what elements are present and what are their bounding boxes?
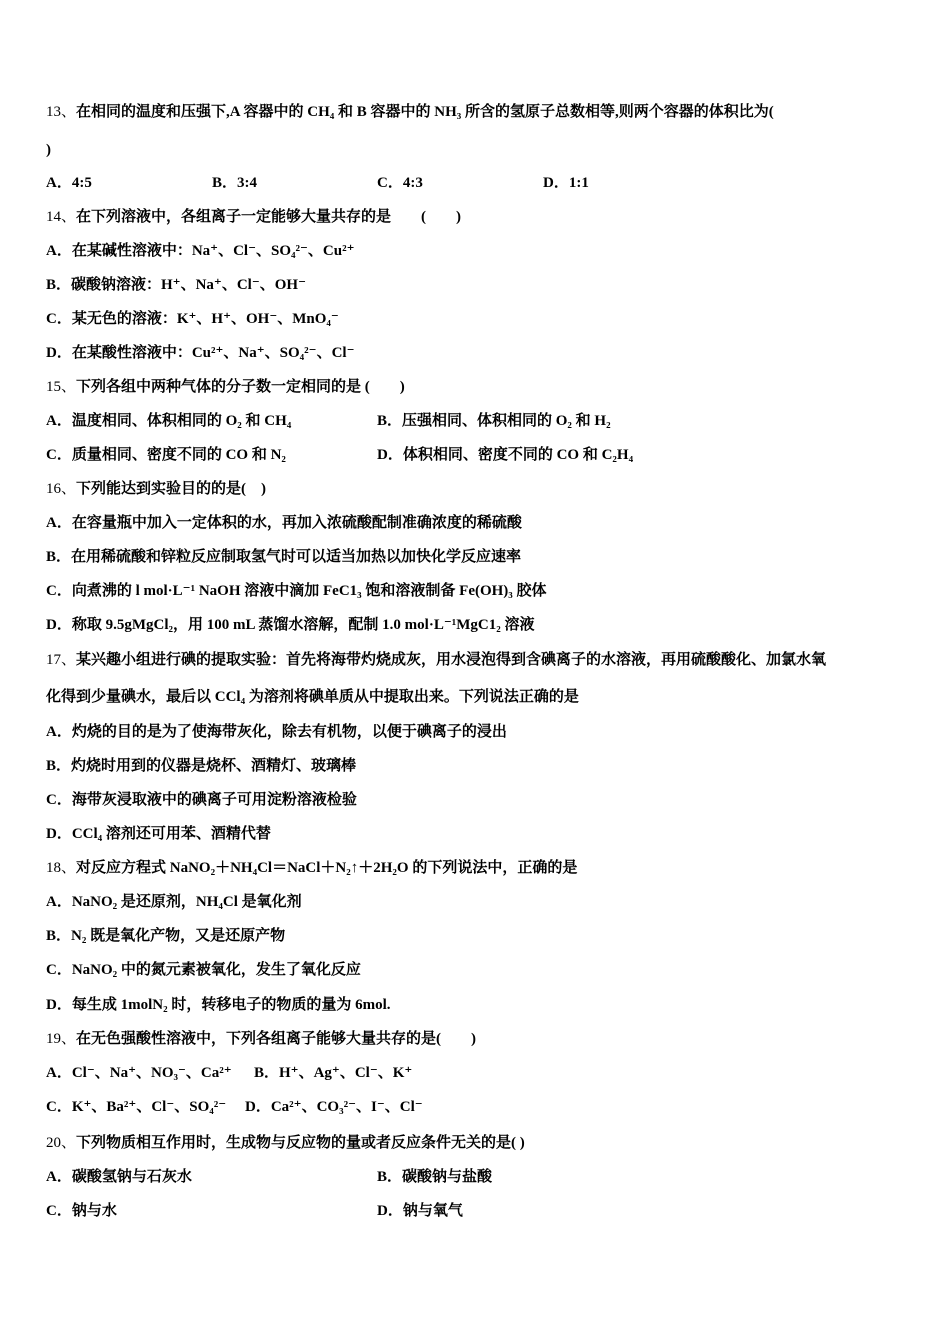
option-a: A．NaNO₂ 是还原剂，NH₄Cl 是氧化剂 xyxy=(46,894,302,910)
option-a: A．4:5 xyxy=(46,175,92,191)
option-d: D．体积相同、密度不同的 CO 和 C₂H₄ xyxy=(377,447,634,463)
option-c: C．向煮沸的 l mol·L⁻¹ NaOH 溶液中滴加 FeC1₃ 饱和溶液制备 Fe(OH)₃ 胶体 xyxy=(46,583,547,599)
option-b: B．灼烧时用到的仪器是烧杯、酒精灯、玻璃棒 xyxy=(46,758,357,774)
option-d: D．CCl₄ 溶剂还可用苯、酒精代替 xyxy=(46,826,271,842)
question-stem xyxy=(46,102,774,122)
option-d: D．每生成 1molN₂ 时，转移电子的物质的量为 6mol. xyxy=(46,997,391,1013)
option-c: C．海带灰浸取液中的碘离子可用淀粉溶液检验 xyxy=(46,792,357,808)
question-number: 14、 xyxy=(46,209,77,225)
question-stem xyxy=(46,858,577,878)
option-c: C．某无色的溶液：K⁺、H⁺、OH⁻、MnO₄⁻ xyxy=(46,311,339,327)
question-stem xyxy=(46,377,405,397)
option-b: B．H⁺、Ag⁺、Cl⁻、K⁺ xyxy=(254,1065,413,1081)
question-stem xyxy=(46,207,461,227)
option-a: A．在某碱性溶液中：Na⁺、Cl⁻、SO₄²⁻、Cu²⁺ xyxy=(46,243,355,259)
stem-text: 在下列溶液中，各组离子一定能够大量共存的是 ( ) xyxy=(76,209,462,225)
stem-text: 下列各组中两种气体的分子数一定相同的是 ( ) xyxy=(76,379,405,395)
question-stem xyxy=(46,1133,525,1153)
stem-text: 下列能达到实验目的的是( ) xyxy=(76,481,267,497)
question-stem xyxy=(46,479,266,499)
option-b: B．碳酸钠溶液：H⁺、Na⁺、Cl⁻、OH⁻ xyxy=(46,277,307,293)
question-number: 16、 xyxy=(46,481,77,497)
option-d: D．称取 9.5gMgCl₂，用 100 mL 蒸馏水溶解，配制 1.0 mol·L⁻¹MgC1₂ 溶液 xyxy=(46,617,535,633)
option-c: C．4:3 xyxy=(377,175,423,191)
option-a: A．Cl⁻、Na⁺、NO₃⁻、Ca²⁺ xyxy=(46,1065,232,1081)
option-b: B．在用稀硫酸和锌粒反应制取氢气时可以适当加热以加快化学反应速率 xyxy=(46,549,522,565)
option-d: D．钠与氧气 xyxy=(377,1203,463,1219)
question-number: 17、 xyxy=(46,652,77,668)
stem-text: 在相同的温度和压强下,A 容器中的 CH₄ 和 B 容器中的 NH₃ 所含的氢原子总数相等,则两个容器的体积比为( xyxy=(76,104,774,120)
stem-text: 对反应方程式 NaNO₂＋NH₄Cl＝NaCl＋N₂↑＋2H₂O 的下列说法中，正确的是 xyxy=(76,860,578,876)
stem-text: 在无色强酸性溶液中，下列各组离子能够大量共存的是( ) xyxy=(76,1031,477,1047)
option-c: C．NaNO₂ 中的氮元素被氧化，发生了氧化反应 xyxy=(46,962,361,978)
option-a: A．温度相同、体积相同的 O₂ 和 CH₄ xyxy=(46,413,292,429)
option-a: A．灼烧的目的是为了使海带灰化，除去有机物，以便于碘离子的浸出 xyxy=(46,724,507,740)
option-a: A．碳酸氢钠与石灰水 xyxy=(46,1169,192,1185)
question-number: 15、 xyxy=(46,379,77,395)
option-a: A．在容量瓶中加入一定体积的水，再加入浓硫酸配制准确浓度的稀硫酸 xyxy=(46,515,522,531)
option-d: D．在某酸性溶液中：Cu²⁺、Na⁺、SO₄²⁻、Cl⁻ xyxy=(46,345,355,361)
stem-text: 某兴趣小组进行碘的提取实验：首先将海带灼烧成灰，用水浸泡得到含碘离子的水溶液，再用硫酸酸化、加氯水氧 xyxy=(76,652,827,668)
stem-text: 下列物质相互作用时，生成物与反应物的量或者反应条件无关的是( ) xyxy=(76,1135,525,1151)
option-b: B．碳酸钠与盐酸 xyxy=(377,1169,493,1185)
question-number: 19、 xyxy=(46,1031,77,1047)
question-number: 13、 xyxy=(46,104,77,120)
option-b: B．压强相同、体积相同的 O₂ 和 H₂ xyxy=(377,413,611,429)
question-number: 20、 xyxy=(46,1135,77,1151)
option-b: B．3:4 xyxy=(212,175,258,191)
question-number: 18、 xyxy=(46,860,77,876)
stem-continuation: ) xyxy=(46,142,51,158)
option-c: C．钠与水 xyxy=(46,1203,117,1219)
question-stem xyxy=(46,650,826,670)
option-d: D．1:1 xyxy=(543,175,589,191)
option-d: D．Ca²⁺、CO₃²⁻、I⁻、Cl⁻ xyxy=(245,1099,423,1115)
option-c: C．K⁺、Ba²⁺、Cl⁻、SO₄²⁻ xyxy=(46,1099,227,1115)
stem-continuation: 化得到少量碘水，最后以 CCl₄ 为溶剂将碘单质从中提取出来。下列说法正确的是 xyxy=(46,689,579,705)
option-c: C．质量相同、密度不同的 CO 和 N₂ xyxy=(46,447,286,463)
question-stem xyxy=(46,1029,476,1049)
option-b: B．N₂ 既是氧化产物，又是还原产物 xyxy=(46,928,286,944)
